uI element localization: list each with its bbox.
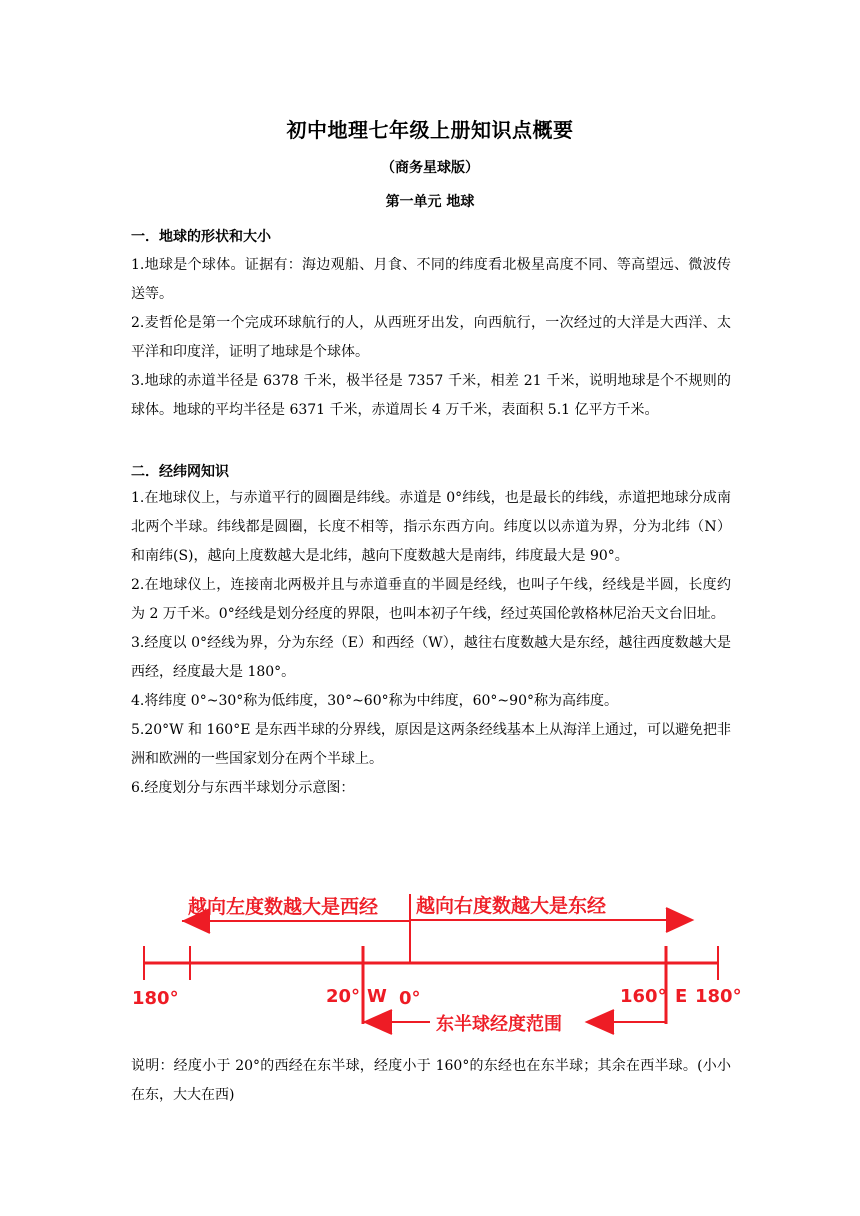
section-body-graticule [131, 484, 731, 803]
tick-label-180-left: 180° [132, 988, 179, 1009]
right-arrow-label: 越向右度数越大是东经 [416, 895, 607, 917]
document-title: 初中地理七年级上册知识点概要 [286, 118, 574, 142]
tick-label-w: W [367, 986, 387, 1007]
paragraph: 2.麦哲伦是第一个完成环球航行的人，从西班牙出发，向西航行，一次经过的大洋是大西洋、太平洋和印度洋，证明了地球是个球体。 [131, 315, 731, 360]
paragraph: 1.地球是个球体。证据有：海边观船、月食、不同的纬度看北极星高度不同、等高望远、微波传送等。 [131, 257, 731, 302]
section-heading-shape-size: 一．地球的形状和大小 [131, 229, 271, 245]
paragraph: 3.地球的赤道半径是 6378 千米，极半径是 7357 千米，相差 21 千米，说明地球是个不规则的球体。地球的平均半径是 6371 千米，赤道周长 4 万千米，表面积 5.1 亿平方千米。 [131, 373, 731, 418]
tick-label-180-right: 180° [695, 986, 742, 1007]
document-subtitle: （商务星球版） [381, 160, 479, 176]
section-heading-graticule: 二．经纬网知识 [131, 464, 229, 480]
diagram-note [131, 1052, 731, 1110]
tick-label-e: E [675, 986, 688, 1007]
longitude-hemisphere-diagram [120, 882, 750, 1042]
paragraph: 1.在地球仪上，与赤道平行的圆圈是纬线。赤道是 0°纬线，也是最长的纬线，赤道把地球分成南北两个半球。纬线都是圆圈，长度不相等，指示东西方向。纬度以以赤道为界，分为北纬（N）和南纬(S)，越向上度数越大是北纬，越向下度数越大是南纬，纬度最大是 90°。 [131, 490, 731, 564]
east-range-head-right [587, 1010, 614, 1034]
paragraph: 4.将纬度 0°~30°称为低纬度，30°~60°称为中纬度，60°~90°称为高纬度。 [131, 693, 618, 709]
paragraph: 3.经度以 0°经线为界，分为东经（E）和西经（W），越往右度数越大是东经，越往西度数越大是西经，经度最大是 180°。 [131, 635, 731, 680]
tick-label-160: 160° [620, 986, 667, 1007]
paragraph: 2.在地球仪上，连接南北两极并且与赤道垂直的半圆是经线，也叫子午线，经线是半圆，长度约为 2 万千米。0°经线是划分经度的界限，也叫本初子午线，经过英国伦敦格林尼治天文台旧址。 [131, 577, 731, 622]
paragraph: 6.经度划分与东西半球划分示意图： [131, 780, 355, 796]
section-body-shape-size [131, 251, 731, 425]
east-range-label: 东半球经度范围 [436, 1014, 562, 1035]
left-arrow-label: 越向左度数越大是西经 [188, 896, 379, 918]
tick-label-0: 0° [399, 988, 421, 1009]
unit-heading: 第一单元 地球 [385, 194, 475, 210]
east-range-head-left [365, 1010, 392, 1034]
right-arrow-head [666, 908, 692, 932]
note-text: 说明：经度小于 20°的西经在东半球，经度小于 160°的东经也在东半球；其余在西半球。(小小在东，大大在西) [131, 1058, 731, 1103]
tick-label-20: 20° [326, 986, 361, 1007]
paragraph: 5.20°W 和 160°E 是东西半球的分界线，原因是这两条经线基本上从海洋上通过，可以避免把非洲和欧洲的一些国家划分在两个半球上。 [131, 722, 731, 767]
